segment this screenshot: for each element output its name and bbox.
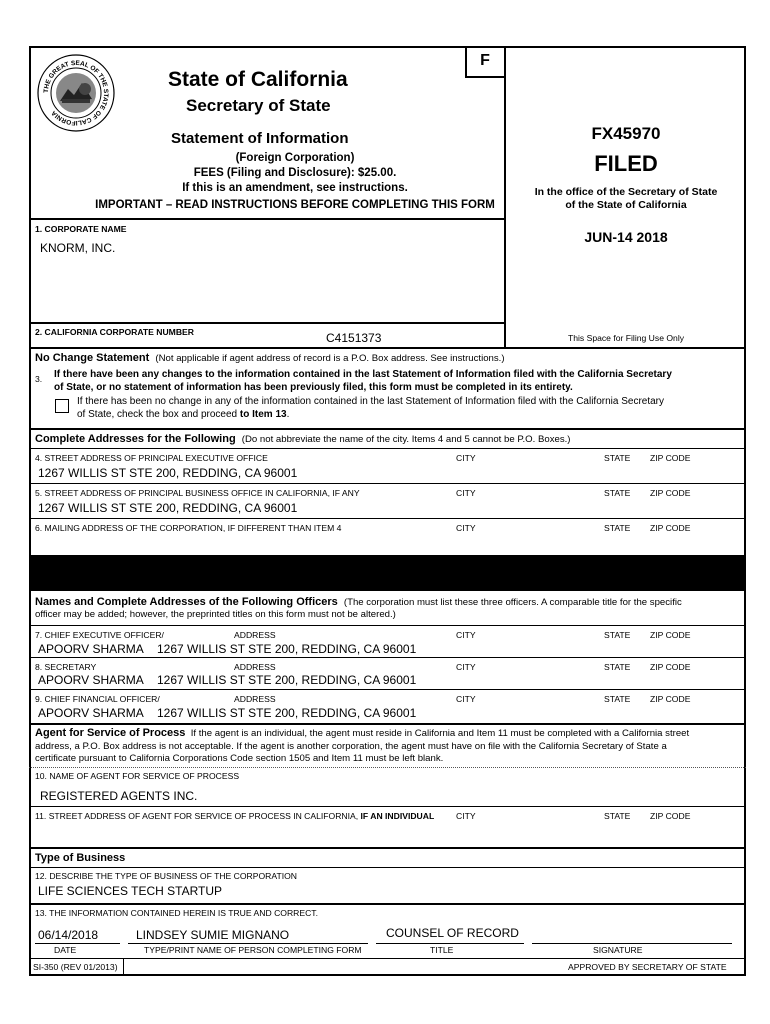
item2-label: 2. CALIFORNIA CORPORATE NUMBER: [35, 327, 194, 337]
agent-text2: address, a P.O. Box address is not acceptable. If the agent is another corporation, the agent must have on file with the California Secretary of State a: [35, 741, 667, 752]
divider: [29, 428, 746, 430]
no-change-line3: If there has been no change in any of the information contained in the last Statement of Information filed with the California Secretary: [77, 396, 665, 407]
filed-stamp: FILED: [594, 151, 658, 176]
fees-line: FEES (Filing and Disclosure): $25.00.: [193, 167, 397, 179]
item6-zip-col: ZIP CODE: [650, 523, 691, 533]
approved-line: APPROVED BY SECRETARY OF STATE: [568, 962, 727, 972]
form-letter: F: [480, 52, 490, 69]
divider: [29, 847, 746, 849]
no-change-line4-text: of State, check the box and proceed: [77, 409, 240, 420]
item7-state-col: STATE: [604, 630, 631, 640]
filing-space-note: This Space for Filing Use Only: [567, 333, 685, 343]
item4-state-col: STATE: [604, 453, 631, 463]
officers-note: (The corporation must list these three officers. A comparable title for the specific: [343, 597, 682, 608]
item3-number: 3.: [35, 374, 43, 384]
item11-label-bold: IF AN INDIVIDUAL: [360, 811, 435, 821]
redaction-band: [29, 555, 746, 591]
item6-city-col: CITY: [456, 523, 476, 533]
item8-label: 8. SECRETARY: [35, 662, 97, 672]
item10-value: REGISTERED AGENTS INC.: [40, 789, 198, 803]
item7-label: 7. CHIEF EXECUTIVE OFFICER/: [35, 630, 164, 640]
divider: [29, 958, 746, 959]
filing-office-line1: In the office of the Secretary of State: [534, 186, 718, 198]
item11-state-col: STATE: [604, 811, 631, 821]
no-change-line4-end: .: [286, 409, 290, 420]
divider: [29, 689, 746, 690]
item8-city-col: CITY: [456, 662, 476, 672]
addresses-title: Complete Addresses for the Following: [35, 433, 236, 445]
item7-name: APOORV SHARMA: [38, 642, 144, 656]
item8-address: 1267 WILLIS ST STE 200, REDDING, CA 96001: [157, 673, 417, 687]
item4-city-col: CITY: [456, 453, 476, 463]
item5-city-col: CITY: [456, 488, 476, 498]
no-change-heading: [35, 352, 505, 364]
item9-address-col: ADDRESS: [234, 694, 276, 704]
item1-label: [35, 224, 127, 234]
divider: [29, 867, 746, 868]
item6-state-col: STATE: [604, 523, 631, 533]
item7-zip-col: ZIP CODE: [650, 630, 691, 640]
item8-state-col: STATE: [604, 662, 631, 672]
office-title: Secretary of State: [186, 96, 331, 115]
divider: [29, 518, 746, 519]
filing-number: FX45970: [591, 124, 661, 143]
item4-label: 4. STREET ADDRESS OF PRINCIPAL EXECUTIVE OFFICE: [35, 453, 268, 463]
divider: [29, 657, 746, 658]
item6-label: 6. MAILING ADDRESS OF THE CORPORATION, IF DIFFERENT THAN ITEM 4: [35, 523, 342, 533]
item4-zip-col: ZIP CODE: [650, 453, 691, 463]
item10-label: 10. NAME OF AGENT FOR SERVICE OF PROCESS: [35, 771, 240, 781]
item12-label: 12. DESCRIBE THE TYPE OF BUSINESS OF THE CORPORATION: [35, 871, 298, 881]
officers-heading: [35, 596, 682, 608]
item8-zip-col: ZIP CODE: [650, 662, 691, 672]
item7-address: 1267 WILLIS ST STE 200, REDDING, CA 96001: [157, 642, 417, 656]
corp-type: (Foreign Corporation): [235, 152, 355, 164]
signature-line[interactable]: [532, 943, 732, 944]
item5-zip-col: ZIP CODE: [650, 488, 691, 498]
cert-date: 06/14/2018: [38, 928, 99, 942]
agent-text3: certificate pursuant to California Corporations Code section 1505 and Item 11 must be left blank.: [35, 753, 444, 764]
item12-value: LIFE SCIENCES TECH STARTUP: [38, 884, 223, 898]
no-change-title: No Change Statement: [35, 352, 150, 364]
divider: [29, 903, 746, 905]
divider: [29, 483, 746, 484]
business-heading: Type of Business: [35, 852, 126, 864]
signature-label: SIGNATURE: [593, 945, 643, 955]
divider: [29, 347, 746, 349]
item11-label: [35, 811, 434, 821]
no-change-line4-bold: to Item 13: [239, 409, 287, 420]
officers-note2: officer may be added; however, the preprinted titles on this form must not be altered.): [35, 609, 396, 620]
filing-date: JUN-14 2018: [584, 229, 668, 245]
divider: [29, 322, 505, 324]
addresses-note: (Do not abbreviate the name of the city. Items 4 and 5 cannot be P.O. Boxes.): [241, 434, 571, 445]
item7-city-col: CITY: [456, 630, 476, 640]
item5-label: 5. STREET ADDRESS OF PRINCIPAL BUSINESS OFFICE IN CALIFORNIA, IF ANY: [35, 488, 360, 498]
item8-name: APOORV SHARMA: [38, 673, 144, 687]
item8-address-col: ADDRESS: [234, 662, 276, 672]
form-title: Statement of Information: [171, 130, 349, 147]
svg-text:THE GREAT SEAL OF THE STATE OF: THE GREAT SEAL OF THE STATE OF CALIFORNIA: [42, 59, 110, 127]
amendment-line: If this is an amendment, see instructions.: [182, 182, 408, 194]
divider: [29, 625, 746, 626]
item11-label-text: 11. STREET ADDRESS OF AGENT FOR SERVICE OF PROCESS IN CALIFORNIA,: [35, 811, 361, 821]
item7-address-col: ADDRESS: [234, 630, 276, 640]
item4-value: 1267 WILLIS ST STE 200, REDDING, CA 96001: [38, 466, 298, 480]
item11-zip-col: ZIP CODE: [650, 811, 691, 821]
date-line: [35, 943, 120, 944]
no-change-line1: If there have been any changes to the information contained in the last Statement of Information filed with the California Secretary: [54, 369, 672, 380]
item9-zip-col: ZIP CODE: [650, 694, 691, 704]
title-line: [376, 943, 524, 944]
divider: [29, 723, 746, 725]
agent-heading: Agent for Service of Process: [35, 727, 186, 739]
divider: [29, 218, 505, 220]
filing-office-line2: of the State of California: [565, 199, 687, 211]
date-label: DATE: [54, 945, 77, 955]
title-label: TITLE: [430, 945, 454, 955]
item9-name: APOORV SHARMA: [38, 706, 144, 720]
agent-text1-body: If the agent is an individual, the agent must reside in California and Item 11 must be completed with a California street: [190, 728, 690, 739]
name-label: TYPE/PRINT NAME OF PERSON COMPLETING FORM: [144, 945, 362, 955]
divider: [29, 806, 746, 807]
form-id: SI-350 (REV 01/2013): [33, 962, 118, 972]
item9-label: 9. CHIEF FINANCIAL OFFICER/: [35, 694, 160, 704]
item11-city-col: CITY: [456, 811, 476, 821]
state-title: State of California: [168, 68, 348, 91]
item13-label: 13. THE INFORMATION CONTAINED HEREIN IS TRUE AND CORRECT.: [35, 908, 318, 918]
no-change-line4: [77, 409, 289, 420]
agent-text1: [35, 727, 689, 739]
corporate-number: C4151373: [326, 331, 382, 345]
form-id-divider: [123, 958, 124, 974]
item5-state-col: STATE: [604, 488, 631, 498]
divider: [29, 448, 746, 449]
no-change-line2: of State, or no statement of information has been previously filed, this form must be completed in its entirety.: [54, 382, 573, 393]
item9-state-col: STATE: [604, 694, 631, 704]
cert-title: COUNSEL OF RECORD: [386, 926, 519, 940]
no-change-note: (Not applicable if agent address of record is a P.O. Box address. See instructions.): [155, 353, 505, 364]
corporate-name: KNORM, INC.: [40, 241, 116, 255]
addresses-heading: [35, 433, 570, 445]
divider: [29, 767, 746, 768]
officers-title: Names and Complete Addresses of the Following Officers: [35, 596, 338, 608]
item9-address: 1267 WILLIS ST STE 200, REDDING, CA 96001: [157, 706, 417, 720]
no-change-checkbox[interactable]: [55, 399, 69, 413]
item9-city-col: CITY: [456, 694, 476, 704]
item1-label-text: 1. CORPORATE NAME: [35, 224, 127, 234]
state-seal: [36, 53, 116, 133]
name-line: [128, 943, 368, 944]
item5-value: 1267 WILLIS ST STE 200, REDDING, CA 96001: [38, 501, 298, 515]
important-line: IMPORTANT – READ INSTRUCTIONS BEFORE COMPLETING THIS FORM: [95, 199, 495, 211]
cert-name: LINDSEY SUMIE MIGNANO: [136, 928, 290, 942]
